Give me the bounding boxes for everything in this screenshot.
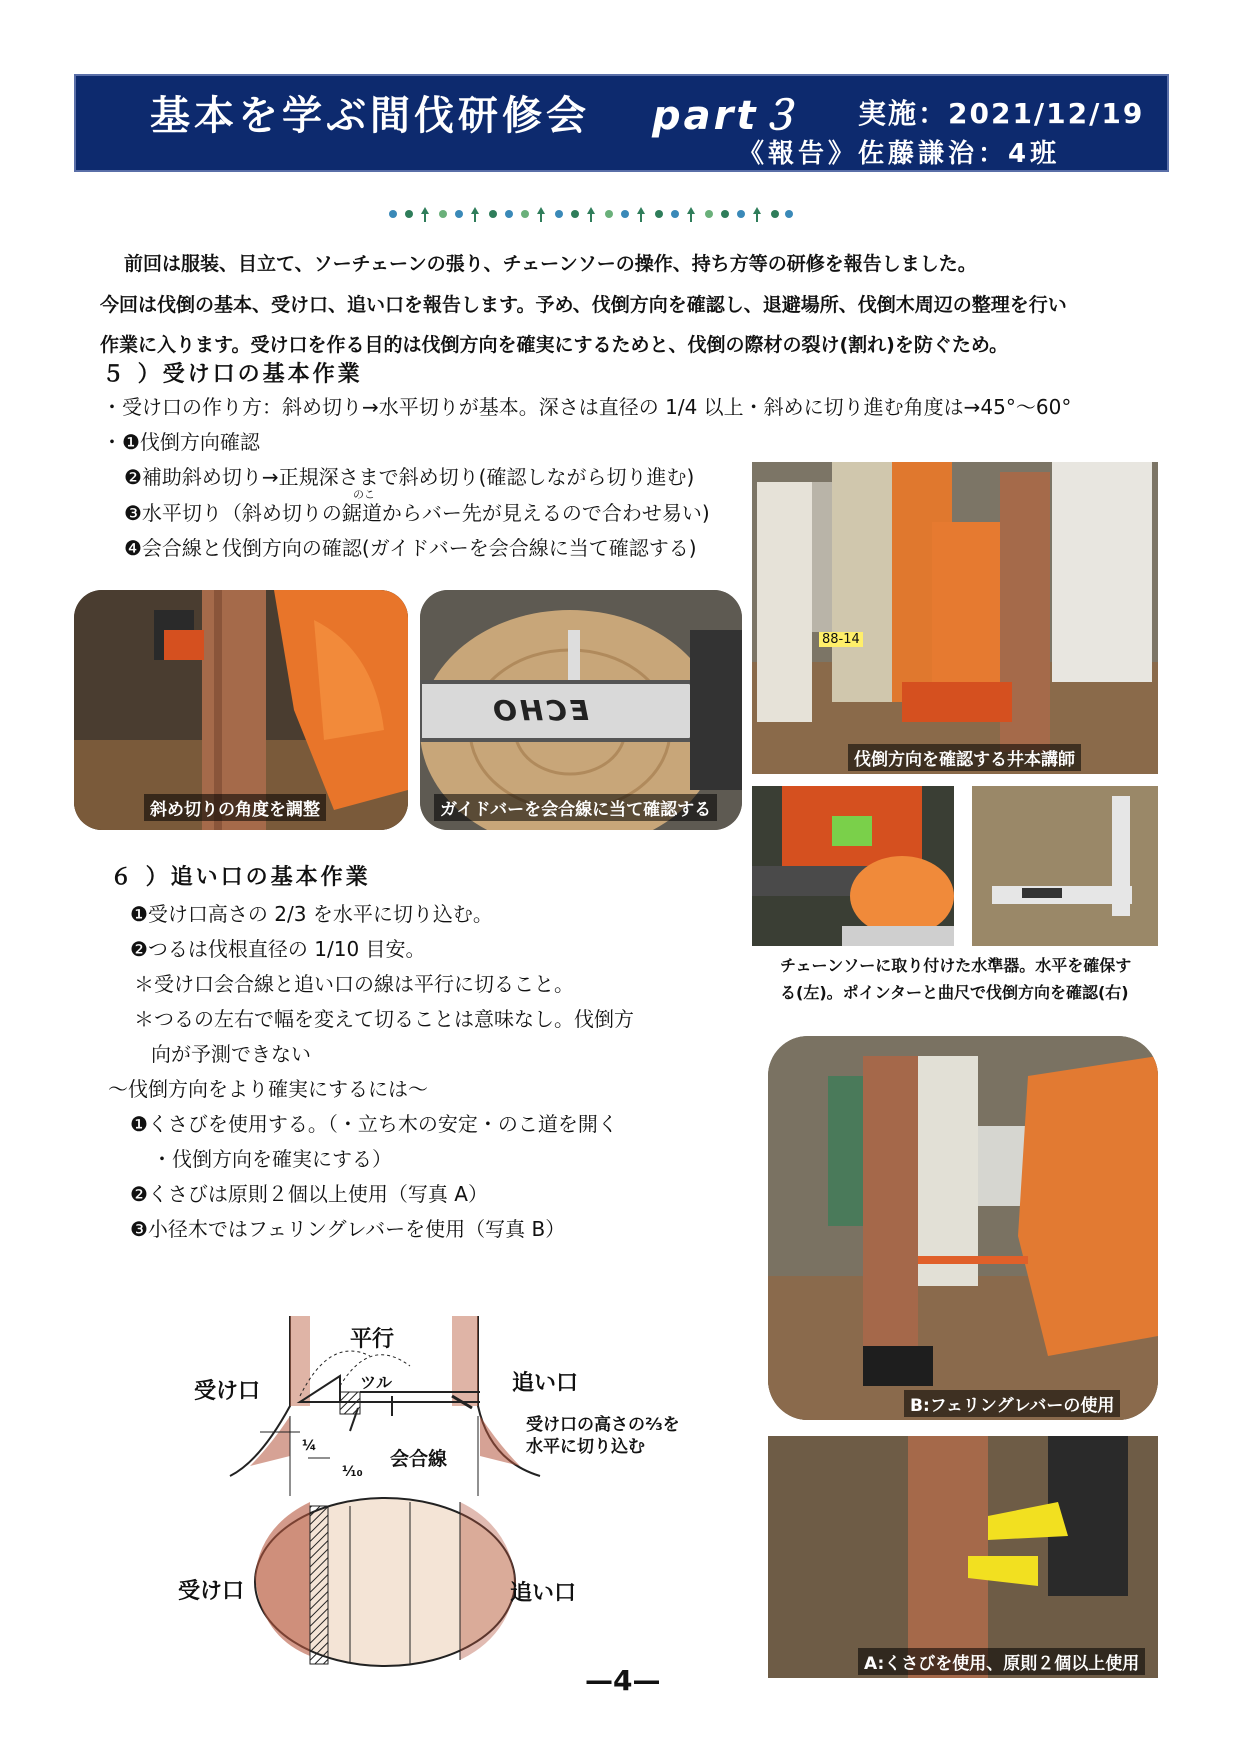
part-label: part３ [652, 93, 802, 139]
diagram-label-kaigosen: 会合線 [390, 1448, 448, 1470]
level-caption-line-1: チェーンソーに取り付けた水準器。水平を確保す [780, 956, 1132, 975]
diagram-note-1: 受け口の高さの⅔を [526, 1415, 680, 1435]
diagram-label-oiguchi: 追い口 [512, 1371, 579, 1396]
diagram-label-ukeguchi-bottom: 受け口 [178, 1579, 245, 1604]
section5-line: ❹会合線と伐倒方向の確認(ガイドバーを会合線に当て確認する) [124, 536, 697, 560]
section6-line: ❶くさびを使用する。（・立ち木の安定・のこ道を開く [130, 1112, 618, 1136]
section5-line: ❷補助斜め切り→正規深さまで斜め切り(確認しながら切り進む) [124, 465, 695, 489]
photo-caption: A:くさびを使用、原則２個以上使用 [858, 1648, 1145, 1675]
stump-bark-shading [255, 1502, 310, 1656]
intro-line-2: 今回は伐倒の基本、受け口、追い口を報告します。予め、伐倒方向を確認し、退避場所、伐倒木周辺の整理を行い [100, 294, 1067, 316]
section6-line: ＊受け口会合線と追い口の線は平行に切ること。 [134, 972, 574, 996]
photo-caption: B:フェリングレバーの使用 [904, 1390, 1120, 1417]
section6-line: ❷くさびは原則２個以上使用（写真 A） [130, 1182, 488, 1206]
stump-bark-shading [460, 1502, 516, 1660]
section6-line: ・伐倒方向を確実にする） [152, 1147, 392, 1171]
section5-line: ・受け口の作り方：斜め切り→水平切りが基本。深さは直径の 1/4 以上・斜めに切り進む角度は→45°～60° [102, 395, 1072, 419]
photo-felling-lever [768, 1036, 1158, 1420]
section6-heading: ６ ）追い口の基本作業 [110, 865, 371, 890]
photo-caption: ガイドバーを会合線に当て確認する [434, 794, 717, 821]
diagram-label-oiguchi-bottom: 追い口 [510, 1581, 577, 1606]
intro-line-1: 前回は服装、目立て、ソーチェーンの張り、チェーンソーの操作、持ち方等の研修を報告しました。 [124, 253, 977, 275]
level-caption-line-2: る(左)。ポインターと曲尺で伐倒方向を確認(右) [780, 983, 1129, 1002]
diagram-label-tsuru: ツル [360, 1373, 393, 1392]
photo-instructor [752, 462, 1158, 774]
page-title: 基本を学ぶ間伐研修会 [150, 93, 590, 139]
section6-line: ❶受け口高さの 2/3 を水平に切り込む。 [130, 902, 493, 926]
tree-row-decoration [385, 203, 795, 225]
bark-shading [290, 1316, 310, 1406]
bark-shading [480, 1416, 520, 1466]
diagram-note-2: 水平に切り込む [526, 1437, 645, 1457]
bar-brand: ECHO [490, 694, 589, 727]
photo-diagonal-cut [74, 590, 408, 830]
license-plate: 88-14 [819, 632, 863, 647]
section5-heading: ５ ）受け口の基本作業 [102, 362, 363, 387]
photo-square-ruler [972, 786, 1158, 946]
intro-line-3: 作業に入ります。受け口を作る目的は伐倒方向を確実にするためと、伐倒の際材の裂け(割れ)を防ぐため。 [100, 334, 1009, 356]
event-date: 実施：2021/12/19 [858, 97, 1145, 130]
section6-line: ＊つるの左右で幅を変えて切ることは意味なし。伐倒方 [134, 1007, 634, 1031]
photo-guide-bar [420, 590, 742, 830]
diagram-label-quarter: ¼ [302, 1438, 317, 1454]
report-author: 《報告》佐藤謙治：4班 [738, 139, 1061, 169]
diagram-label-parallel: 平行 [350, 1327, 395, 1352]
section6-line: ❸小径木ではフェリングレバーを使用（写真 B） [130, 1217, 566, 1241]
bark-shading [250, 1416, 290, 1466]
section5-line: ・❶伐倒方向確認 [102, 430, 260, 454]
section6-line: 向が予測できない [151, 1042, 311, 1066]
photo-level [752, 786, 954, 946]
diagram-label-ukeguchi: 受け口 [194, 1379, 261, 1404]
photo-caption: 伐倒方向を確認する井本講師 [848, 744, 1081, 771]
page-number: —4— [585, 1664, 661, 1697]
photo-wedges [768, 1436, 1158, 1678]
section6-line: ～伐倒方向をより確実にするには～ [108, 1077, 428, 1101]
ruby-noko: のこ [353, 488, 375, 501]
section6-line: ❷つるは伐根直径の 1/10 目安。 [130, 937, 426, 961]
section5-line: ❸水平切り（斜め切りの鋸道からバー先が見えるので合わせ易い) [124, 501, 710, 525]
hinge-cross-section [310, 1506, 328, 1664]
photo-caption: 斜め切りの角度を調整 [144, 794, 326, 821]
diagram-label-tenth: ⅒ [342, 1464, 363, 1480]
